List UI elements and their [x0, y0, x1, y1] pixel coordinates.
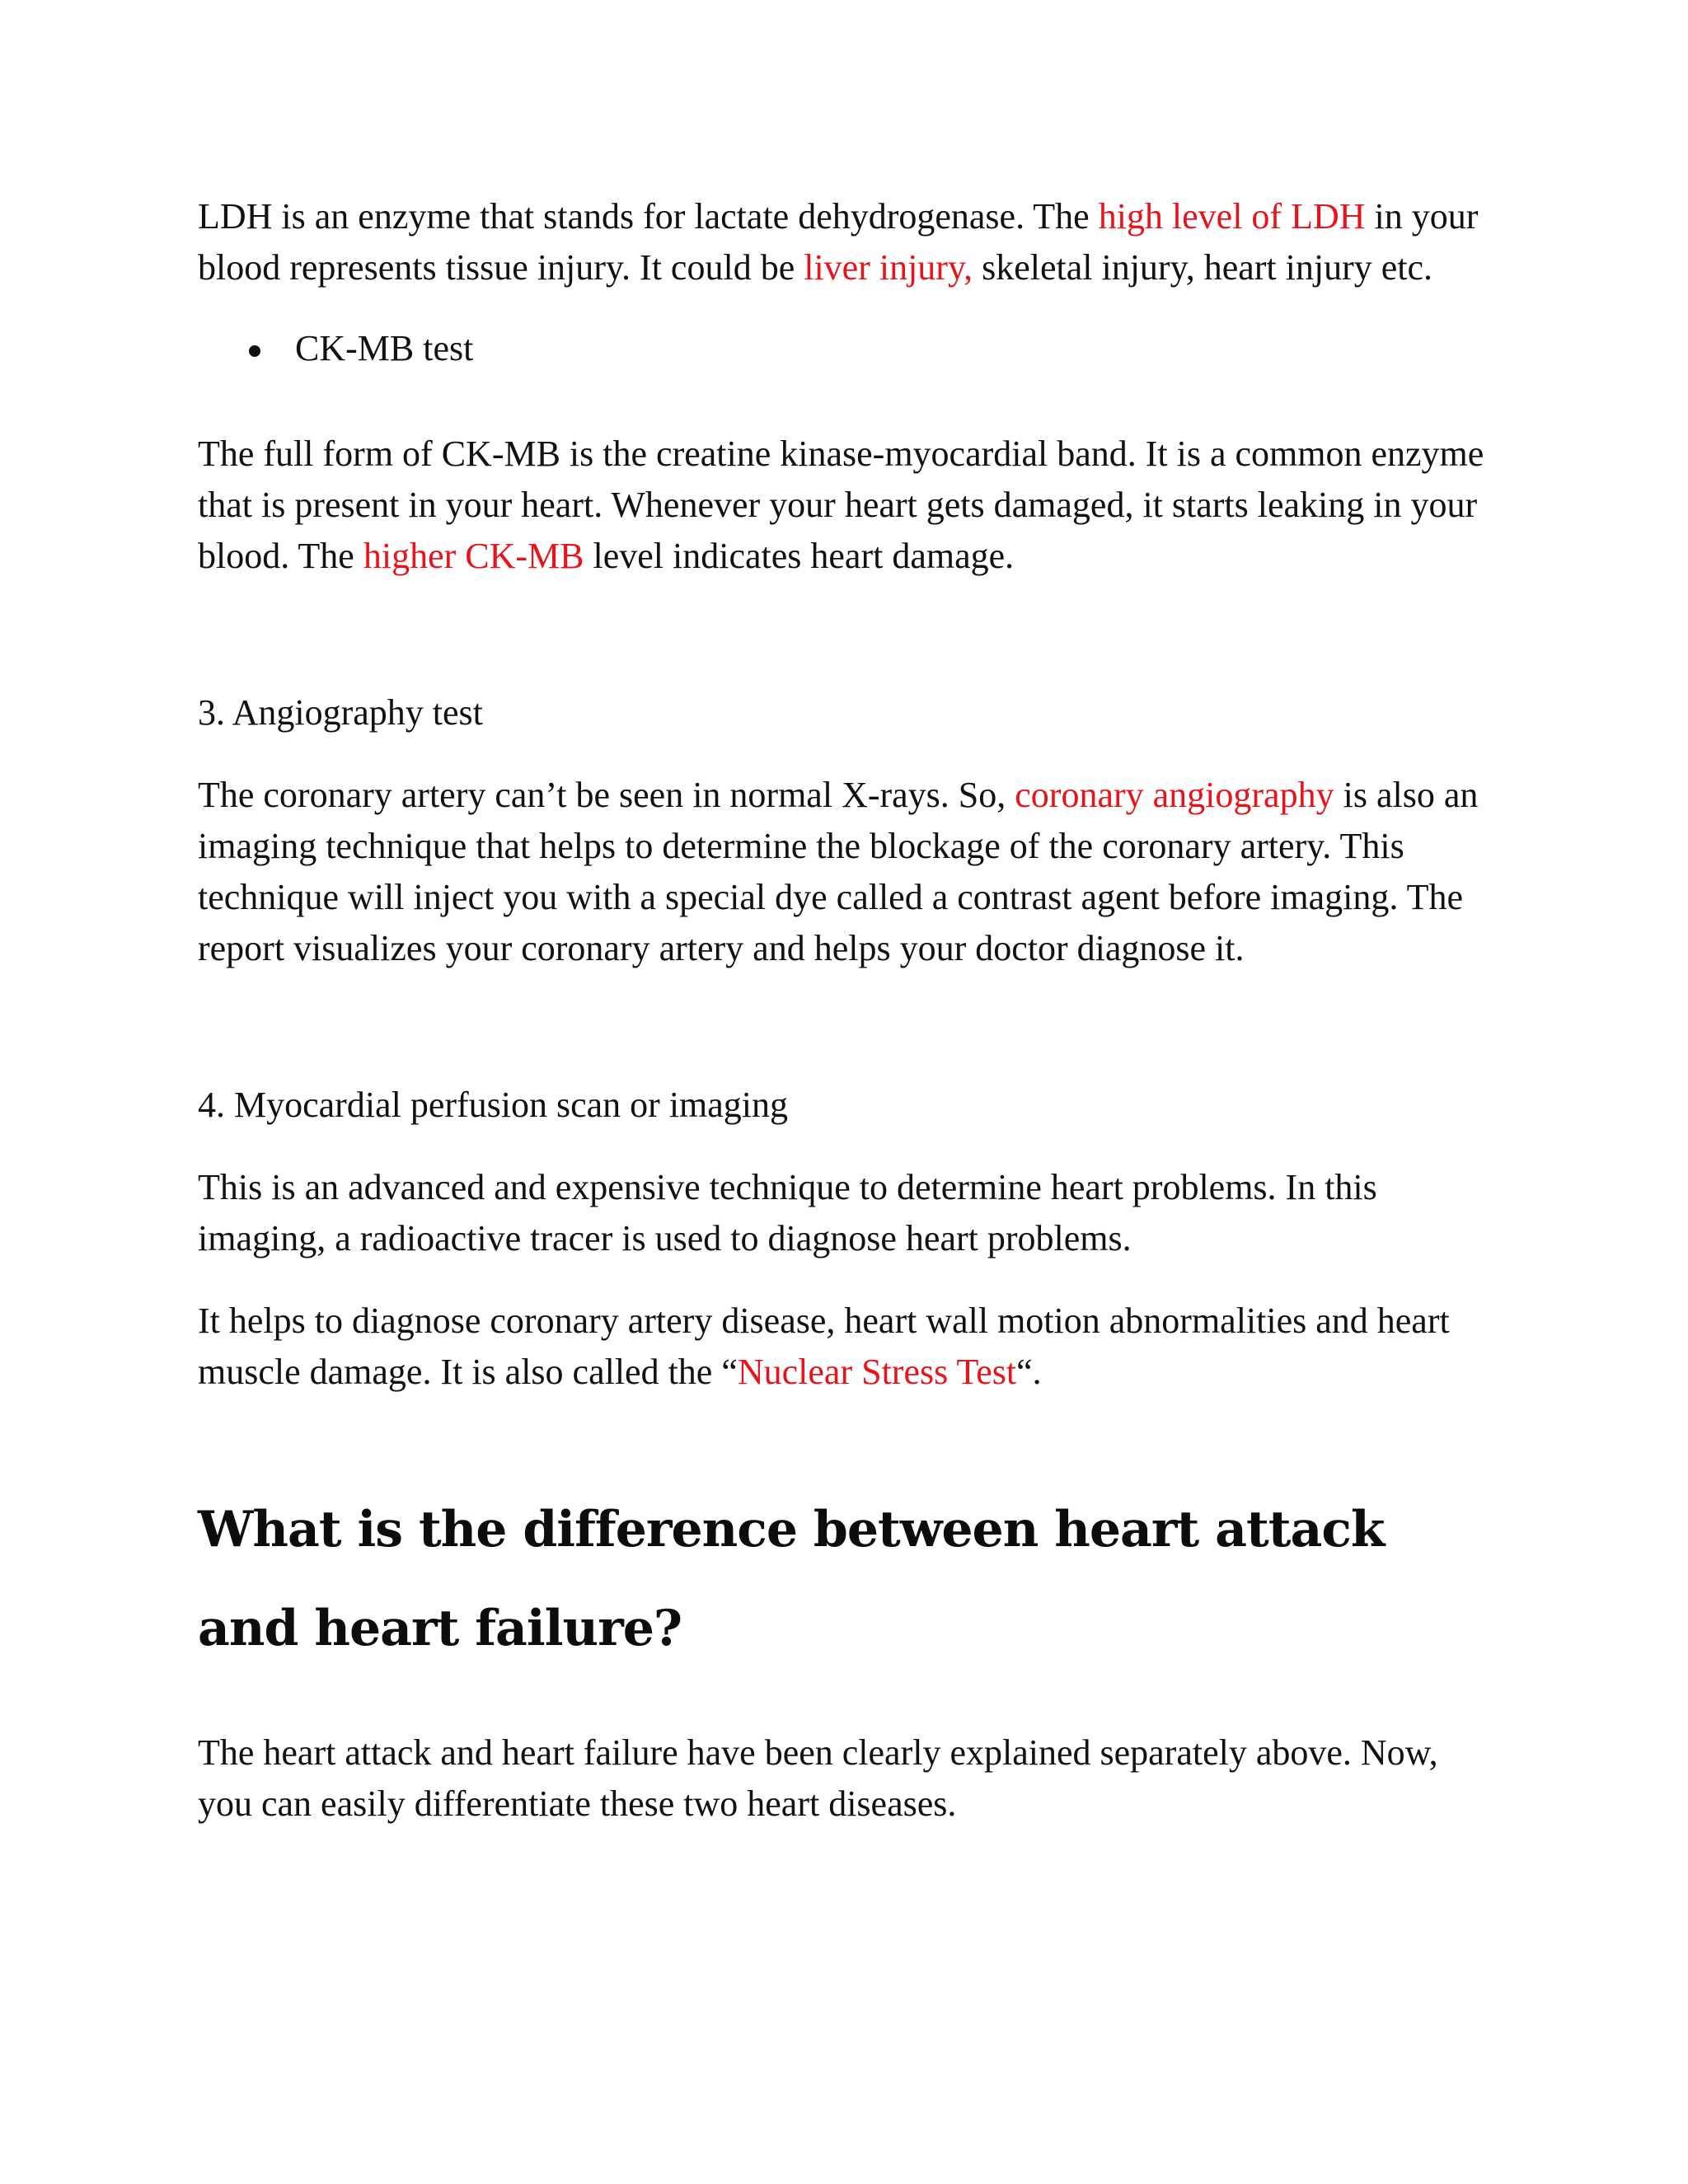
paragraph-text: is also an imaging technique that helps to determine the blockage of the coronary artery. This technique will inject you with a special dye called a contrast agent before imaging. The report visualizes your coronary artery and helps your doctor diagnose it.	[198, 775, 1479, 968]
paragraph-ldh	[198, 191, 1500, 293]
list-item	[198, 323, 1500, 374]
paragraph-nuclear-stress-test	[198, 1296, 1500, 1398]
section-heading-myocardial-perfusion: 4. Myocardial perfusion scan or imaging	[198, 1085, 789, 1125]
paragraph-perfusion-intro: This is an advanced and expensive technique to determine heart problems. In this imaging, a radioactive tracer is used to diagnose heart problems.	[198, 1167, 1377, 1258]
link-higher-ck-mb[interactable]: higher CK-MB	[363, 536, 584, 576]
list-item-label: CK-MB test	[295, 328, 474, 368]
paragraph-text: LDH is an enzyme that stands for lactate dehydrogenase. The	[198, 196, 1099, 237]
paragraph-text: “.	[1016, 1352, 1042, 1392]
paragraph-text: in your blood represents tissue injury. It could be	[198, 196, 1479, 288]
section-heading-difference: What is the difference between heart attack and heart failure?	[198, 1501, 1385, 1657]
bullet-list	[198, 323, 1500, 374]
paragraph-text: skeletal injury, heart injury etc.	[973, 247, 1433, 288]
link-liver-injury[interactable]: liver injury,	[804, 247, 973, 288]
link-high-level-of-ldh[interactable]: high level of LDH	[1098, 196, 1366, 237]
section-heading-angiography: 3. Angiography test	[198, 692, 483, 733]
paragraph-text: level indicates heart damage.	[584, 536, 1015, 576]
link-nuclear-stress-test[interactable]: Nuclear Stress Test	[737, 1352, 1017, 1392]
paragraph-ckmb	[198, 429, 1500, 582]
paragraph-difference: The heart attack and heart failure have been clearly explained separately above. Now, you can easily differentiate these two heart diseases.	[198, 1732, 1438, 1824]
paragraph-text: The full form of CK-MB is the creatine kinase-myocardial band. It is a common enzyme that is present in your heart. Whenever your heart gets damaged, it starts leaking in your blood. The	[198, 434, 1484, 576]
paragraph-angiography	[198, 770, 1500, 974]
paragraph-text: The coronary artery can’t be seen in normal X-rays. So,	[198, 775, 1015, 815]
paragraph-text: It helps to diagnose coronary artery disease, heart wall motion abnormalities and heart muscle damage. It is also called the “	[198, 1301, 1450, 1392]
link-coronary-angiography[interactable]: coronary angiography	[1015, 775, 1334, 815]
article-body	[198, 191, 1500, 1861]
bullet-dot-icon	[249, 345, 260, 357]
